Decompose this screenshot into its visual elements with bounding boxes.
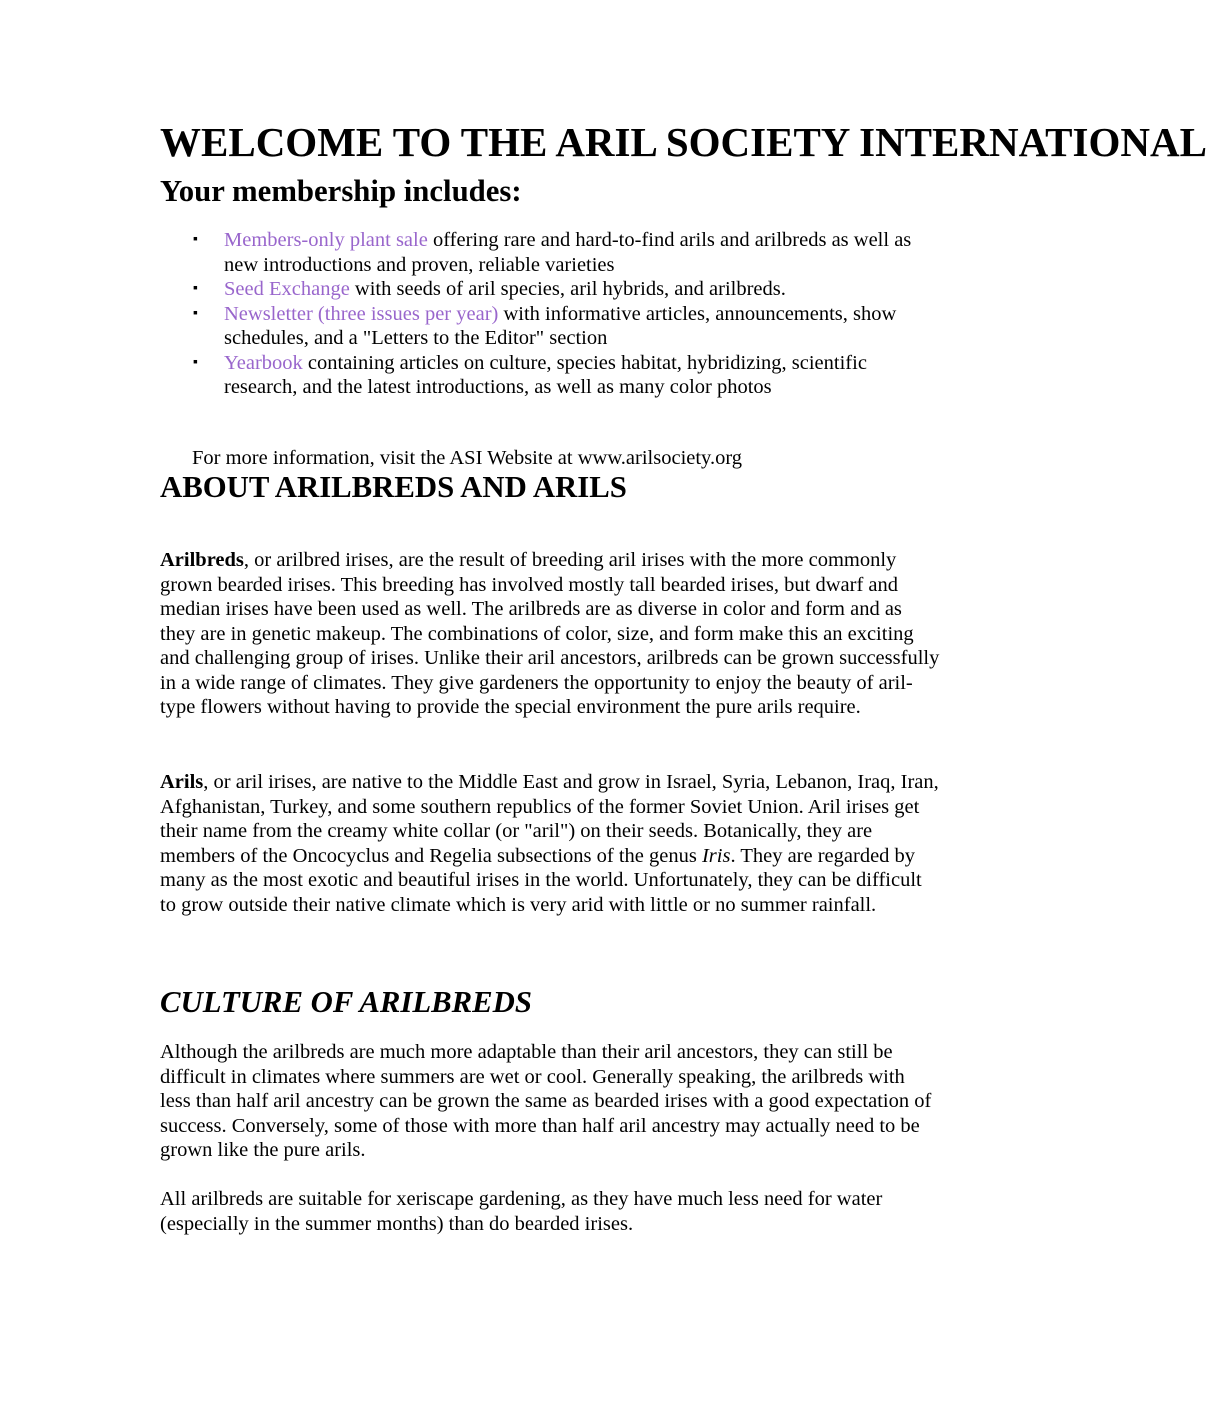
culture-paragraph-2: All arilbreds are suitable for xeriscape gardening, as they have much less need for water (especially in the summer months) than do bearded irises.: [160, 1188, 883, 1235]
plant-sale-link[interactable]: Members-only plant sale: [224, 229, 428, 251]
arils-text-after: . They are regarded by many as the most exotic and beautiful irises in the world. Unfortunately, they can be difficult to grow outside their native climate which is very arid with little or no summer rainfall.: [160, 844, 922, 916]
yearbook-link[interactable]: Yearbook: [224, 351, 303, 374]
benefit-plant-sale: [160, 228, 940, 277]
genus-name: Iris: [701, 844, 731, 867]
square-bullet-icon: ▪: [193, 232, 198, 247]
more-info-text: For more information, visit the ASI Website at www.arilsociety.org: [192, 446, 743, 469]
newsletter-link[interactable]: Newsletter (three issues per year): [224, 302, 499, 325]
membership-heading: Your membership includes:: [160, 174, 522, 208]
arilbreds-term: Arilbreds: [160, 549, 244, 571]
square-bullet-icon: ▪: [193, 354, 198, 370]
square-bullet-icon: ▪: [193, 305, 198, 321]
benefit-description: with informative articles, announcements, show schedules, and a "Letters to the Editor" section: [224, 302, 897, 349]
arilbreds-paragraph: [160, 548, 940, 720]
seed-exchange-link[interactable]: Seed Exchange: [224, 278, 350, 300]
arils-term: Arils: [160, 771, 204, 793]
arils-text-before: , or aril irises, are native to the Middle East and grow in Israel, Syria, Lebanon, Iraq, Iran, Afghanistan, Turkey, and some southern republics of the former Soviet Union. Aril irises get their name from the creamy white collar (or "aril") on their seeds. Botanically, they are members of the Oncocyclus and Regelia subsections of the genus: [160, 771, 939, 867]
square-bullet-icon: ▪: [193, 281, 198, 296]
arils-paragraph: [160, 770, 940, 917]
about-heading: ABOUT ARILBREDS AND ARILS: [160, 470, 627, 504]
arilbreds-text: , or arilbred irises, are the result of breeding aril irises with the more commonly grown bearded irises. This breeding has involved mostly tall bearded irises, but dwarf and median irises have been used as well. The arilbreds are as diverse in color and form and as they are in genetic makeup. The combinations of color, size, and form make this an exciting and challenging group of irises. Unlike their aril ancestors, arilbreds can be grown successfully in a wide range of climates. They give gardeners the opportunity to enjoy the beauty of aril-type flowers without having to provide the special environment the pure arils require.: [160, 549, 940, 718]
benefit-seed-exchange: [160, 277, 940, 302]
benefit-description: with seeds of aril species, aril hybrids, and arilbreds.: [349, 278, 786, 300]
culture-paragraph-1: Although the arilbreds are much more adaptable than their aril ancestors, they can still be difficult in climates where summers are wet or cool. Generally speaking, the arilbreds with less than half aril ancestry can be grown the same as bearded irises with a good expectation of success. Conversely, some of those with more than half aril ancestry may actually need to be grown like the pure arils.: [160, 1041, 932, 1161]
benefit-description: offering rare and hard-to-find arils and arilbreds as well as new introductions and proven, reliable varieties: [224, 229, 912, 276]
culture-heading: CULTURE OF ARILBREDS: [160, 985, 532, 1019]
benefit-description: containing articles on culture, species habitat, hybridizing, scientific research, and the latest introductions, as well as many color photos: [224, 351, 867, 398]
benefit-yearbook: [160, 351, 940, 400]
welcome-heading: WELCOME TO THE ARIL SOCIETY INTERNATIONAL: [160, 119, 1207, 165]
benefit-newsletter: [160, 302, 940, 351]
membership-benefits-list: [160, 228, 940, 400]
